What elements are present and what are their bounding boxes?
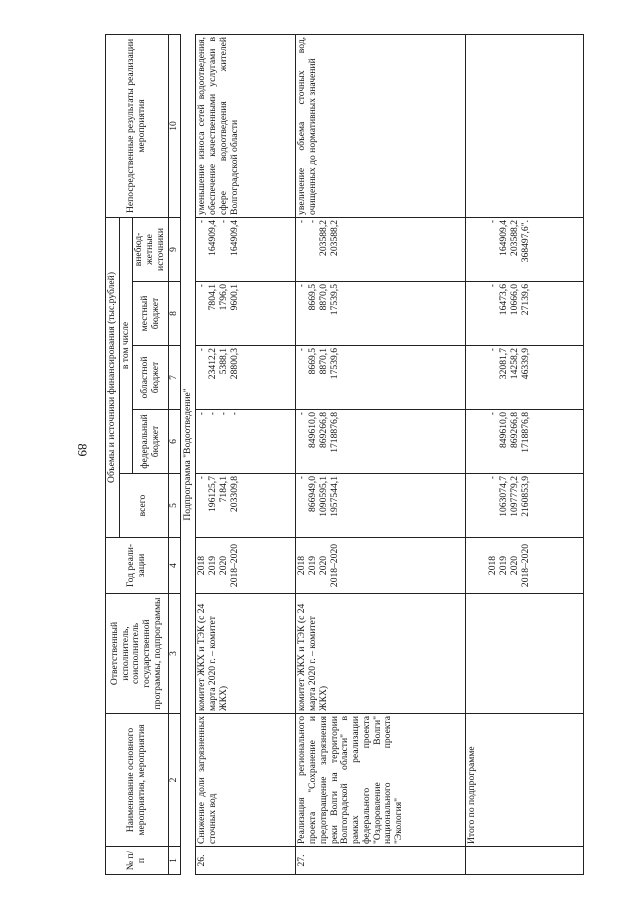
financing-table	[105, 34, 584, 875]
amount-value: 164909,4	[498, 219, 510, 256]
row-reg-values	[296, 346, 466, 410]
amount-value: 368497,6".	[519, 219, 531, 263]
amount-value: 1063074,7	[498, 476, 510, 517]
amount-value: 9600,1	[228, 284, 240, 311]
amount-value: 1718876,8	[519, 412, 531, 453]
col-number: 4	[168, 538, 180, 594]
row-fed-values	[466, 410, 584, 474]
amount-value: 46339,9	[519, 348, 531, 380]
row-loc-values	[296, 282, 466, 346]
amount-value: 16473,6	[498, 284, 510, 316]
header-result: Непосредственные результаты реализации мероприятия	[106, 34, 169, 217]
row-number: 26.	[196, 847, 296, 875]
amount-value: 203588,2	[317, 219, 329, 256]
col-number: 8	[168, 282, 180, 346]
col-number: 3	[168, 594, 180, 714]
table-row	[296, 34, 466, 874]
row-reg-values	[466, 346, 584, 410]
rotated-page	[105, 35, 625, 875]
table-row	[466, 34, 584, 874]
header-fin: Объемы и источники финансирования (тыс.рублей)	[106, 217, 120, 537]
amount-value: 10666,0	[508, 284, 520, 316]
row-total-values	[196, 474, 296, 538]
column-numbers-row	[168, 34, 180, 874]
row-reg-values	[196, 346, 296, 410]
header-fed: федеральный бюджет	[133, 410, 168, 474]
amount-value: -	[487, 284, 499, 288]
amount-value: -	[296, 476, 308, 480]
amount-value: 2160853,9	[519, 476, 531, 517]
amount-value: -	[296, 348, 308, 352]
amount-value: 14258,2	[508, 348, 520, 380]
row-total-values	[466, 474, 584, 538]
amount-value: 869266,8	[508, 412, 520, 448]
row-offb-values	[196, 217, 296, 281]
amount-value: 17539,5	[328, 284, 340, 316]
amount-value: 8870,0	[317, 284, 329, 311]
amount-value: 8870,1	[317, 348, 329, 375]
row-name: Реализация регионального проекта "Сохранение и предотвращение загрязнения реки Волги на территории Волгоградской области" в рамках реализации федерального проекта "Оздоровление Волги" национального проекта "Экология"	[296, 714, 466, 847]
table-row	[196, 34, 296, 874]
amount-value: 1796,0	[217, 284, 229, 311]
year-value: 2018–2020	[228, 543, 240, 588]
row-number: 27.	[296, 847, 466, 875]
amount-value: -	[196, 412, 208, 416]
amount-value: 196125,7	[207, 476, 219, 512]
header-name: Наименование основного мероприятия, мероприятия	[106, 714, 169, 847]
header-total: всего	[119, 474, 168, 538]
amount-value: 203588,2	[508, 219, 520, 256]
amount-value: -	[207, 412, 219, 416]
year-value: 2018–2020	[519, 543, 531, 588]
amount-value: -	[217, 219, 229, 224]
header-offb: внебюд-жетные источники	[133, 217, 168, 281]
row-offb-values	[466, 217, 584, 281]
row-fed-values	[196, 410, 296, 474]
amount-value: 27139,6	[519, 284, 531, 316]
year-value: 2018–2020	[328, 543, 340, 588]
amount-value: 32081,7	[498, 348, 510, 380]
year-value: 2018	[196, 555, 208, 576]
amount-value: 7184,1	[217, 476, 229, 503]
row-result: уменьшение износа сетей водоотведения, обеспечение качественными услугами в сфере водоотведения жителей Волгоградской области	[196, 34, 296, 217]
amount-value: 1718876,8	[328, 412, 340, 453]
amount-value: -	[228, 412, 240, 416]
year-value: 2020	[317, 555, 329, 576]
amount-value: -	[296, 412, 308, 416]
row-result	[466, 34, 584, 217]
year-value: 2018	[487, 555, 499, 576]
col-number: 7	[168, 346, 180, 410]
year-value: 2019	[307, 555, 319, 576]
year-value: 2019	[498, 555, 510, 576]
row-responsible	[466, 594, 584, 714]
col-number: 1	[168, 847, 180, 875]
col-number: 6	[168, 410, 180, 474]
header-no: № п/п	[106, 847, 169, 875]
header-incl: в том числе	[119, 217, 133, 473]
amount-value: 7804,1	[207, 284, 219, 311]
header-reg: областной бюджет	[133, 346, 168, 410]
row-total-values	[296, 474, 466, 538]
amount-value: -	[196, 219, 208, 224]
year-value: 2019	[207, 555, 219, 576]
year-value: 2020	[508, 555, 520, 576]
amount-value: 5388,1	[217, 348, 229, 375]
amount-value: 8669,5	[307, 284, 319, 311]
amount-value: 164909,4	[207, 219, 219, 256]
amount-value: 869266,8	[317, 412, 329, 448]
amount-value: 866949,0	[307, 476, 319, 512]
amount-value: 164909,4	[228, 219, 240, 256]
amount-value: -	[487, 476, 499, 480]
row-years	[296, 538, 466, 594]
amount-value: 203588,2	[328, 219, 340, 256]
row-loc-values	[196, 282, 296, 346]
col-number: 9	[168, 217, 180, 281]
amount-value: 203309,8	[228, 476, 240, 512]
amount-value: -	[196, 476, 208, 480]
amount-value: -	[296, 219, 308, 224]
col-number: 10	[168, 34, 180, 217]
header-resp: Ответственный исполнитель, соисполнитель государственной программы, подпрограммы	[106, 594, 169, 714]
page-number: 89	[75, 443, 90, 457]
amount-value: -	[487, 348, 499, 352]
amount-value: 849610,0	[498, 412, 510, 448]
amount-value: -	[487, 219, 499, 224]
row-number	[466, 847, 584, 875]
row-name: Итого по подпрограмме	[466, 714, 584, 847]
col-number: 2	[168, 714, 180, 847]
row-responsible: комитет ЖКХ и ТЭК (с 24 марта 2020 г. – комитет ЖКХ)	[196, 594, 296, 714]
row-offb-values	[296, 217, 466, 281]
amount-value: -	[196, 348, 208, 352]
row-years	[196, 538, 296, 594]
amount-value: 17539,6	[328, 348, 340, 380]
amount-value: -	[196, 284, 208, 288]
amount-value: 28800,3	[228, 348, 240, 380]
row-name: Снижение доли загрязненных сточных вод	[196, 714, 296, 847]
row-years	[466, 538, 584, 594]
header-loc: местный бюджет	[133, 282, 168, 346]
row-fed-values	[296, 410, 466, 474]
amount-value: -	[217, 412, 229, 416]
amount-value: 1090595,1	[317, 476, 329, 517]
subprogram-title: Подпрограмма "Водоотведение"	[180, 34, 196, 874]
row-responsible: комитет ЖКХ и ТЭК (с 24 марта 2020 г. – комитет ЖКХ)	[296, 594, 466, 714]
row-result: увеличение объема сточных вод, очищенных до нормативных значений	[296, 34, 466, 217]
year-value: 2020	[217, 555, 229, 576]
amount-value: -	[487, 412, 499, 416]
amount-value: -	[307, 219, 319, 224]
amount-value: 1097779,2	[508, 476, 520, 517]
row-loc-values	[466, 282, 584, 346]
amount-value: -	[296, 284, 308, 288]
amount-value: 8669,5	[307, 348, 319, 375]
amount-value: 849610,0	[307, 412, 319, 448]
amount-value: 23412,2	[207, 348, 219, 380]
amount-value: 1957544,1	[328, 476, 340, 517]
year-value: 2018	[296, 555, 308, 576]
col-number: 5	[168, 474, 180, 538]
header-year: Год реали-зации	[106, 538, 169, 594]
